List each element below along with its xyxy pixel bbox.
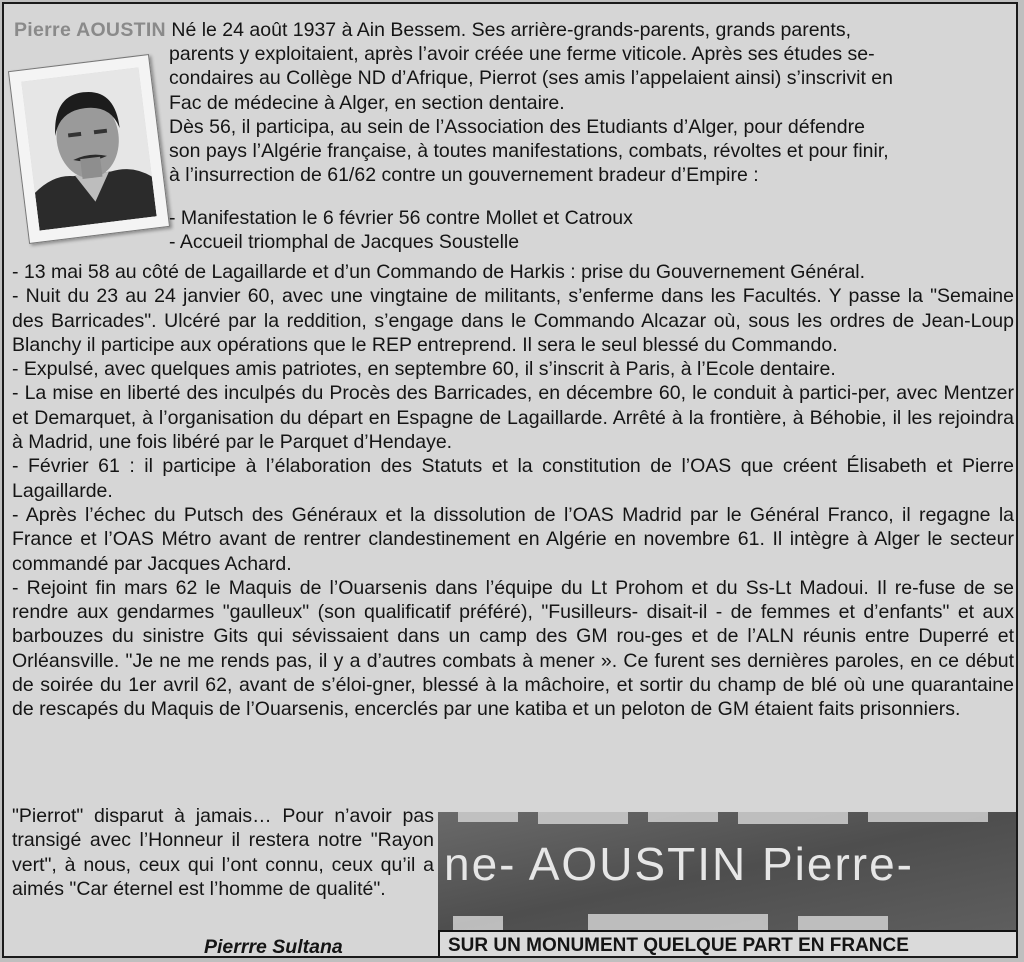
paragraph: - Rejoint fin mars 62 le Maquis de l’Ouarsenis dans l’équipe du Lt Prohom et du Ss-Lt Madoui. Il re-fuse de se rendre aux gendarmes "gaulleux" (son qualificatif préféré), "Fusilleurs- disait-il - de femmes et d’enfants" et aux barbouzes du sinistre Gits qui sévissaient dans un camp des GM rou-ges et de l’ALN réunis entre Duperré et Orléansville. "Je ne me rends pas, il y a d’autres combats à mener ». Ce furent ses dernières paroles, en ce début de soirée du 1er avril 62, avant de s’éloi-gner, blessé à la mâchoire, et sortir du champ de blé où une quarantaine de rescapés du Maquis de l’Ouarsenis, encerclés par une katiba et un peloton de GM étaient faits prisonniers. [12,576,1014,721]
bullet-item: - Manifestation le 6 février 56 contre Mollet et Catroux [169,207,633,229]
intro-line: à l’insurrection de 61/62 contre un gouvernement bradeur d’Empire : [169,164,759,187]
closing-paragraph: "Pierrot" disparut à jamais… Pour n’avoir pas transigé avec l’Honneur il restera notre "Rayon vert", à nous, ceux qui l’ont connu, ceux qu’il a aimés "Car éternel est l’homme de qualité". [12,805,434,900]
bullet-item: - Accueil triomphal de Jacques Soustelle [169,231,520,254]
indented-bullets [169,206,1014,255]
monument-plaque-photo [438,812,1018,930]
article-body [12,260,1014,722]
plaque-caption: SUR UN MONUMENT QUELQUE PART EN FRANCE [438,930,1018,958]
paragraph: - Février 61 : il participe à l’élaboration des Statuts et la constitution de l’OAS que créent Élisabeth et Pierre Lagaillarde. [12,455,1014,502]
portrait-photo-frame [8,54,170,244]
engraved-name: ne- AOUSTIN Pierre- [444,838,914,890]
intro-line: son pays l’Algérie française, à toutes manifestations, combats, révoltes et pour finir, [169,140,889,163]
paragraph: - Après l’échec du Putsch des Généraux et la dissolution de l’OAS Madrid par le Général Franco, il regagne la France et l’OAS Métro avant de rentrer clandestinement en Algérie en novembre 61. Il intègre à Alger le secteur commandé par Jacques Achard. [12,503,1014,575]
author-signature: Pierrre Sultana [204,936,343,958]
intro-line: Dès 56, il participa, au sein de l’Association des Etudiants d’Alger, pour défendre [169,115,865,138]
name-line [14,18,1014,42]
paragraph: - 13 mai 58 au côté de Lagaillarde et d’un Commando de Harkis : prise du Gouvernement Général. [12,261,866,283]
intro-line-1: Né le 24 août 1937 à Ain Bessem. Ses arrière-grands-parents, grands parents, [165,19,851,41]
article-card [2,2,1018,958]
closing-text [12,804,434,901]
portrait-photo [21,67,156,230]
intro-block [169,42,1014,188]
intro-line: parents y exploitaient, après l’avoir créée une ferme viticole. Après ses études se- [169,43,875,65]
intro-line: Fac de médecine à Alger, en section dentaire. [169,91,565,114]
paragraph: - Nuit du 23 au 24 janvier 60, avec une vingtaine de militants, s’enferme dans les Facultés. Y passe la "Semaine des Barricades". Ulcéré par la reddition, s’engage dans le Commando Alcazar où, sous les ordres de Jean-Loup Blanchy il participe aux opérations que le REP entreprend. Il sera le seul blessé du Commando. [12,285,1014,356]
paragraph: - La mise en liberté des inculpés du Procès des Barricades, en décembre 60, le conduit à partici-per, avec Mentzer et Demarquet, à l’organisation du départ en Espagne de Lagaillarde. Arrêté à la frontière, à Béhobie, il les rejoindra à Madrid, une fois libéré par le Parquet d’Hendaye. [12,382,1014,454]
subject-name: Pierre AOUSTIN [14,19,166,41]
paragraph: - Expulsé, avec quelques amis patriotes, en septembre 60, il s’inscrit à Paris, à l’Ecole dentaire. [12,358,836,381]
intro-line: condaires au Collège ND d’Afrique, Pierrot (ses amis l’appelaient ainsi) s’inscrivit en [169,67,893,90]
